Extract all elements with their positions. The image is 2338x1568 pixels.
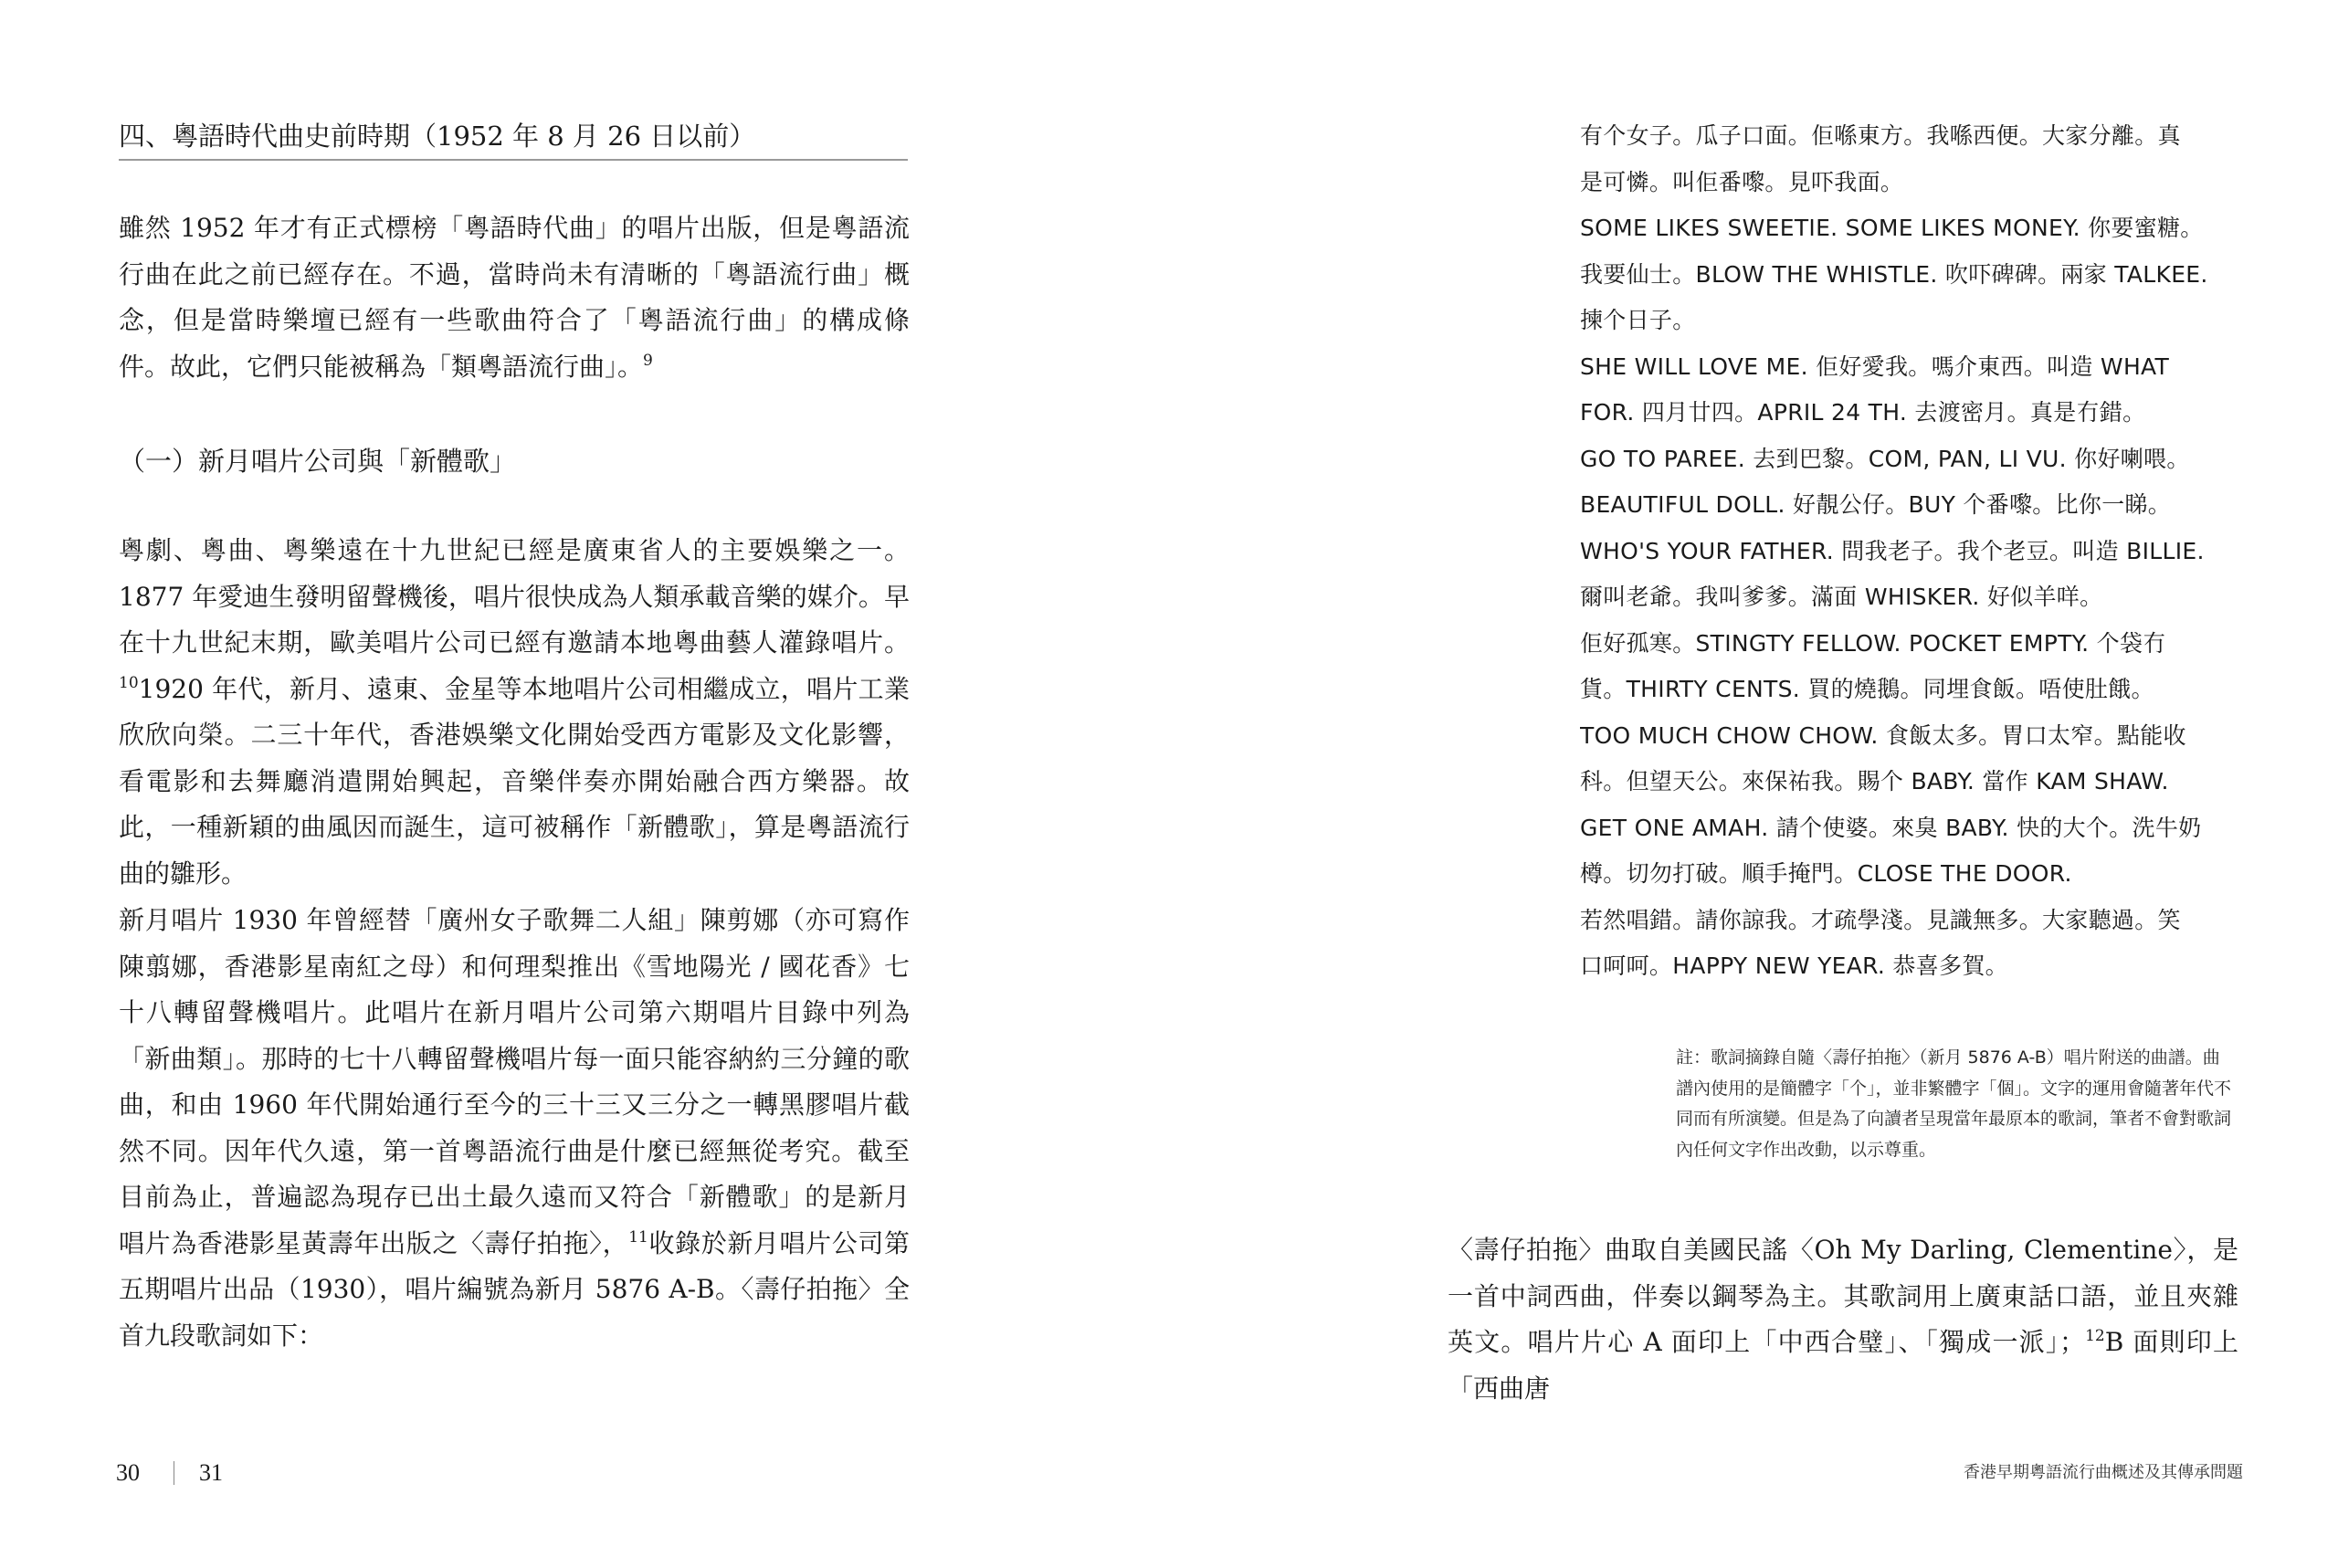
paragraph-4-text-a: 〈壽仔拍拖〉曲取自美國民謠〈Oh My Darling, Clementine〉，是一首中詞西曲，伴奏以鋼琴為主。其歌詞用上廣東話口語，並且夾雜英文。唱片片心 A 面印上「中西合璧」、「獨成一派」； bbox=[1448, 1235, 2238, 1357]
running-title: 香港早期粵語流行曲概述及其傳承問題 bbox=[1964, 1463, 2243, 1482]
paragraph-1 bbox=[119, 205, 910, 390]
footnote-ref-12[interactable]: 12 bbox=[2085, 1327, 2105, 1345]
lyric-line: 科。但望天公。來保祐我。賜个 BABY. 當作 KAM SHAW. bbox=[1580, 768, 2169, 795]
lyric-line: SHE WILL LOVE ME. 佢好愛我。嗎介東西。叫造 WHAT bbox=[1580, 353, 2170, 380]
lyric-line: 爾叫老爺。我叫爹爹。滿面 WHISKER. 好似羊咩。 bbox=[1580, 584, 2103, 610]
lyric-line: 口呵呵。HAPPY NEW YEAR. 恭喜多賀。 bbox=[1580, 952, 2008, 979]
paragraph-3 bbox=[119, 898, 910, 1359]
lyric-line: BEAUTIFUL DOLL. 好靚公仔。BUY 个番嚟。比你一睇。 bbox=[1580, 491, 2172, 518]
lyric-line: WHO'S YOUR FATHER. 問我老子。我个老豆。叫造 BILLIE. bbox=[1580, 537, 2205, 564]
lyric-line: 我要仙士。BLOW THE WHISTLE. 吹吓碑碑。兩家 TALKEE. bbox=[1580, 260, 2208, 288]
paragraph-3-text-a: 新月唱片 1930 年曾經替「廣州女子歌舞二人組」陳剪娜（亦可寫作陳翦娜，香港影星南紅之母）和何理梨推出《雪地陽光 / 國花香》七十八轉留聲機唱片。此唱片在新月唱片公司第六期唱片目錄中列為「新曲類」。那時的七十八轉留聲機唱片每一面只能容納約三分鐘的歌曲，和由 1960 年代開始通行至今的三十三又三分之一轉黑膠唱片截然不同。因年代久遠，第一首粵語流行曲是什麼已經無從考究。截至目前為止，普遍認為現存已出土最久遠而又符合「新體歌」的是新月唱片為香港影星黃壽年出版之〈壽仔拍拖〉， bbox=[119, 905, 910, 1258]
paragraph-4 bbox=[1448, 1227, 2238, 1412]
right-page bbox=[1169, 0, 2338, 1568]
paragraph-2-text-b: 1920 年代，新月、遠東、金星等本地唱片公司相繼成立，唱片工業欣欣向榮。二三十年代，香港娛樂文化開始受西方電影及文化影響，看電影和去舞廳消遣開始興起，音樂伴奏亦開始融合西方樂器。故此，一種新穎的曲風因而誕生，這可被稱作「新體歌」，算是粵語流行曲的雛形。 bbox=[119, 673, 910, 889]
lyric-line: 樽。切勿打破。順手掩門。CLOSE THE DOOR. bbox=[1580, 860, 2072, 887]
paragraph-3-text-b: 收錄於新月唱片公司第五期唱片出品（1930），唱片編號為新月 5876 A-B。〈壽仔拍拖〉全首九段歌詞如下： bbox=[119, 1227, 910, 1351]
paragraph-2-text-a: 粵劇、粵曲、粵樂遠在十九世紀已經是廣東省人的主要娛樂之一。1877 年愛迪生發明留聲機後，唱片很快成為人類承載音樂的媒介。早在十九世紀末期，歐美唱片公司已經有邀請本地粵曲藝人灌錄唱片。 bbox=[119, 535, 910, 658]
lyric-line: 佢好孤寒。STINGTY FELLOW. POCKET EMPTY. 个袋冇 bbox=[1580, 629, 2166, 657]
lyric-line: 貨。THIRTY CENTS. 買的燒鵝。同埋食飯。唔使肚餓。 bbox=[1580, 676, 2154, 702]
lyric-line: 揀个日子。 bbox=[1580, 307, 1696, 333]
lyric-line: GET ONE AMAH. 請个使婆。來臭 BABY. 快的大个。洗牛奶 bbox=[1580, 814, 2202, 841]
page-number-left: 30 bbox=[116, 1459, 140, 1486]
paragraph-1-text: 雖然 1952 年才有正式標榜「粵語時代曲」的唱片出版，但是粵語流行曲在此之前已經存在。不過，當時尚未有清晰的「粵語流行曲」概念，但是當時樂壇已經有一些歌曲符合了「粵語流行曲」的構成條件。故此，它們只能被稱為「類粵語流行曲」。 bbox=[119, 213, 910, 382]
lyric-line: TOO MUCH CHOW CHOW. 食飯太多。胃口太窄。點能收 bbox=[1580, 721, 2186, 749]
sub-heading: （一）新月唱片公司與「新體歌」 bbox=[119, 446, 517, 477]
lyrics-block bbox=[1580, 113, 2238, 990]
footnote-ref-10[interactable]: 10 bbox=[119, 673, 139, 692]
lyric-line: 是可憐。叫佢番嚟。見吓我面。 bbox=[1580, 168, 1904, 195]
page-number-right: 31 bbox=[199, 1459, 223, 1486]
lyric-line: FOR. 四月廿四。APRIL 24 TH. 去渡密月。真是冇錯。 bbox=[1580, 399, 2146, 426]
lyric-line: GO TO PAREE. 去到巴黎。COM, PAN, LI VU. 你好喇喂。 bbox=[1580, 445, 2190, 472]
footnote-ref-9[interactable]: 9 bbox=[643, 351, 653, 370]
lyrics-note: 註：歌詞摘錄自隨〈壽仔拍拖〉（新月 5876 A-B）唱片附送的曲譜。曲譜內使用的是簡體字「个」，並非繁體字「個」。文字的運用會隨著年代不同而有所演變。但是為了向讀者呈現當年最原本的歌詞，筆者不會對歌詞內任何文字作出改動，以示尊重。 bbox=[1676, 1047, 2232, 1160]
lyric-line: SOME LIKES SWEETIE. SOME LIKES MONEY. 你要蜜糖。 bbox=[1580, 215, 2204, 241]
lyric-line: 有个女子。瓜子口面。佢喺東方。我喺西便。大家分離。真 bbox=[1580, 122, 2181, 149]
paragraph-2 bbox=[119, 528, 910, 897]
footnote-ref-11[interactable]: 11 bbox=[628, 1227, 648, 1247]
paragraph-4-text-b: B 面則印上「西曲唐 bbox=[1448, 1327, 2238, 1404]
section-heading: 四、粵語時代曲史前時期（1952 年 8 月 26 日以前） bbox=[119, 117, 908, 161]
lyric-line: 若然唱錯。請你諒我。才疏學淺。見識無多。大家聽過。笑 bbox=[1580, 906, 2181, 933]
